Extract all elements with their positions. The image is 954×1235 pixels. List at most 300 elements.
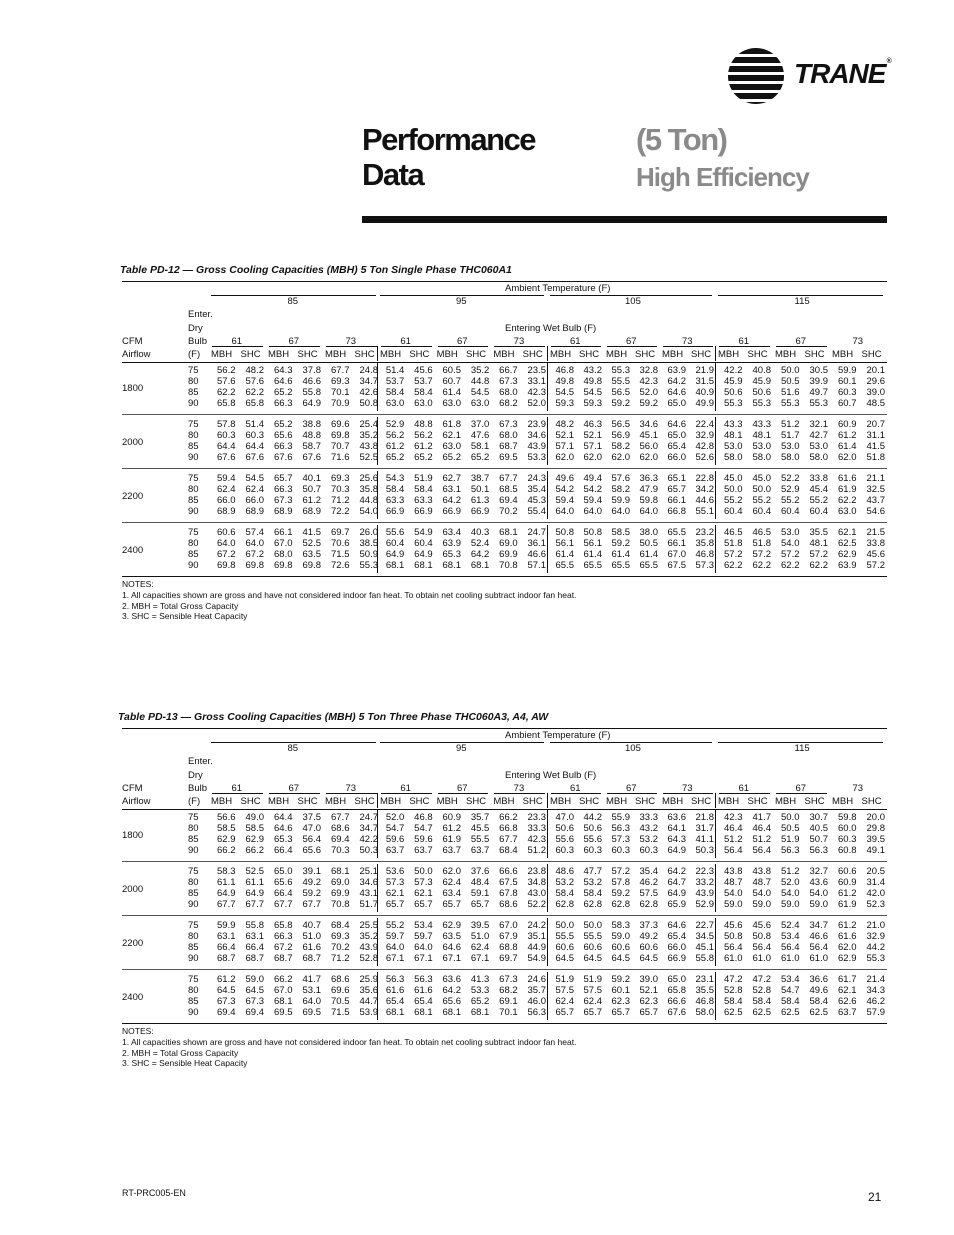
capacity-cell: 36.6: [809, 974, 828, 985]
capacity-cell: 45.0: [724, 473, 743, 484]
capacity-cell: 66.1: [667, 494, 686, 506]
capacity-cell: 58.0: [724, 451, 743, 463]
capacity-cell: 61.8: [442, 419, 461, 430]
group-divider: [377, 793, 378, 808]
capacity-cell: 68.9: [274, 505, 293, 517]
capacity-cell: 57.6: [217, 375, 236, 387]
capacity-cell: 54.5: [245, 473, 264, 484]
capacity-cell: 64.6: [667, 386, 686, 398]
note-line: 2. MBH = Total Gross Capacity: [122, 1047, 239, 1058]
group-divider: [547, 417, 548, 465]
capacity-cell: 65.3: [274, 833, 293, 845]
capacity-cell: 54.0: [781, 887, 800, 899]
capacity-cell: 68.4: [499, 844, 518, 856]
capacity-cell: 69.6: [331, 984, 350, 996]
capacity-cell: 58.0: [752, 451, 771, 463]
capacity-cell: 49.1: [866, 844, 885, 856]
shc-header: SHC: [522, 349, 543, 360]
capacity-cell: 46.3: [583, 419, 602, 430]
capacity-cell: 43.0: [527, 887, 546, 899]
group-divider: [715, 918, 716, 966]
capacity-cell: 64.0: [414, 941, 433, 953]
mbh-header: MBH: [606, 349, 628, 360]
brand-name: TRANE®: [794, 58, 891, 89]
capacity-cell: 56.5: [611, 419, 630, 430]
capacity-cell: 55.8: [302, 386, 321, 398]
capacity-cell: 62.2: [752, 559, 771, 571]
capacity-cell: 34.2: [695, 483, 714, 495]
cfm-value: 2200: [122, 491, 144, 502]
capacity-cell: 66.9: [667, 952, 686, 964]
capacity-cell: 61.9: [838, 483, 857, 495]
dry-bulb-value: 85: [188, 887, 199, 899]
capacity-cell: 53.4: [781, 930, 800, 942]
capacity-cell: 51.7: [359, 898, 378, 910]
capacity-cell: 35.7: [470, 812, 490, 823]
mbh-header: MBH: [832, 349, 854, 360]
wet-bulb-rule: [607, 346, 657, 347]
capacity-cell: 67.3: [245, 995, 264, 1007]
capacity-cell: 35.2: [359, 429, 378, 441]
capacity-cell: 59.2: [639, 397, 658, 409]
capacity-cell: 51.0: [302, 930, 321, 942]
capacity-cell: 52.8: [724, 984, 743, 996]
capacity-cell: 54.0: [781, 537, 800, 549]
capacity-cell: 48.1: [724, 429, 743, 441]
capacity-cell: 58.4: [555, 887, 574, 899]
capacity-cell: 59.7: [414, 930, 433, 942]
capacity-cell: 39.1: [302, 866, 321, 877]
capacity-cell: 25.6: [359, 473, 378, 484]
capacity-cell: 52.4: [470, 537, 490, 549]
capacity-cell: 67.7: [499, 833, 518, 845]
capacity-cell: 61.9: [442, 833, 461, 845]
capacity-cell: 65.8: [274, 920, 293, 931]
capacity-cell: 40.1: [302, 473, 321, 484]
dry-bulb-value: 80: [188, 483, 199, 495]
capacity-cell: 62.5: [781, 1006, 800, 1018]
capacity-cell: 47.7: [583, 866, 602, 877]
capacity-cell: 68.1: [414, 1006, 433, 1018]
capacity-cell: 62.0: [442, 866, 461, 877]
capacity-cell: 69.8: [217, 559, 236, 571]
capacity-cell: 65.5: [611, 559, 630, 571]
capacity-cell: 58.3: [611, 920, 630, 931]
capacity-cell: 67.2: [245, 548, 264, 560]
page-title-efficiency: High Efficiency: [636, 162, 809, 192]
shc-header: SHC: [861, 796, 882, 807]
capacity-cell: 63.1: [217, 930, 236, 942]
group-divider: [547, 346, 548, 361]
capacity-cell: 37.3: [639, 920, 658, 931]
capacity-cell: 63.7: [385, 844, 405, 856]
table-bottom-rule: [122, 1023, 887, 1024]
table-bottom-rule: [122, 576, 887, 577]
capacity-cell: 21.9: [695, 365, 714, 376]
capacity-cell: 54.0: [724, 887, 743, 899]
capacity-cell: 60.3: [555, 844, 574, 856]
capacity-cell: 67.7: [331, 812, 350, 823]
capacity-cell: 55.5: [611, 375, 630, 387]
capacity-cell: 67.7: [217, 898, 236, 910]
mbh-header: MBH: [268, 349, 290, 360]
capacity-cell: 46.2: [866, 995, 885, 1007]
capacity-cell: 60.3: [245, 429, 264, 441]
capacity-cell: 56.9: [611, 429, 630, 441]
capacity-cell: 65.2: [442, 451, 461, 463]
group-divider: [547, 525, 548, 573]
capacity-cell: 24.7: [359, 812, 378, 823]
cfm-label: CFM: [122, 783, 143, 794]
capacity-cell: 60.1: [838, 375, 857, 387]
capacity-cell: 68.8: [499, 941, 518, 953]
capacity-cell: 54.7: [385, 822, 405, 834]
capacity-cell: 66.8: [499, 822, 518, 834]
capacity-cell: 61.2: [838, 429, 857, 441]
shc-header: SHC: [747, 349, 768, 360]
capacity-cell: 51.8: [752, 537, 771, 549]
shc-header: SHC: [466, 349, 487, 360]
shc-header: SHC: [804, 349, 825, 360]
capacity-cell: 61.0: [809, 952, 828, 964]
capacity-cell: 67.7: [274, 898, 293, 910]
capacity-cell: 68.0: [274, 548, 293, 560]
capacity-cell: 61.2: [414, 440, 433, 452]
capacity-cell: 62.5: [809, 1006, 828, 1018]
capacity-cell: 55.5: [555, 930, 574, 942]
shc-header: SHC: [409, 349, 430, 360]
wet-bulb-0-1: 67: [288, 783, 300, 794]
capacity-cell: 68.1: [274, 995, 293, 1007]
capacity-cell: 67.3: [499, 419, 518, 430]
dry-label: Dry: [188, 770, 203, 781]
mbh-header: MBH: [436, 796, 458, 807]
capacity-cell: 60.6: [583, 941, 602, 953]
capacity-cell: 63.7: [414, 844, 433, 856]
capacity-cell: 66.9: [385, 505, 405, 517]
capacity-cell: 64.5: [555, 952, 574, 964]
capacity-cell: 64.3: [274, 365, 293, 376]
capacity-cell: 43.8: [359, 440, 378, 452]
ambient-temp-label: Ambient Temperature (F): [505, 730, 611, 741]
capacity-cell: 70.1: [499, 1006, 518, 1018]
capacity-cell: 64.0: [555, 505, 574, 517]
capacity-cell: 58.0: [809, 451, 828, 463]
capacity-cell: 60.4: [724, 505, 743, 517]
capacity-cell: 53.0: [809, 440, 828, 452]
shc-header: SHC: [579, 349, 600, 360]
wet-bulb-1-1: 67: [457, 336, 468, 347]
capacity-cell: 50.6: [724, 386, 743, 398]
capacity-cell: 56.1: [555, 537, 574, 549]
capacity-cell: 57.9: [866, 1006, 885, 1018]
capacity-cell: 66.3: [274, 483, 293, 495]
capacity-cell: 57.5: [583, 984, 602, 996]
capacity-cell: 35.4: [639, 866, 658, 877]
capacity-cell: 70.5: [331, 995, 350, 1007]
capacity-cell: 54.9: [527, 952, 546, 964]
capacity-cell: 43.1: [359, 887, 378, 899]
capacity-cell: 61.2: [302, 494, 321, 506]
capacity-cell: 34.6: [639, 419, 658, 430]
capacity-cell: 66.9: [470, 505, 490, 517]
capacity-cell: 26.0: [359, 527, 378, 538]
capacity-cell: 25.4: [359, 419, 378, 430]
capacity-cell: 58.5: [611, 527, 630, 538]
capacity-cell: 34.5: [695, 930, 714, 942]
capacity-cell: 44.2: [583, 812, 602, 823]
capacity-cell: 72.6: [331, 559, 350, 571]
capacity-cell: 64.6: [667, 920, 686, 931]
capacity-cell: 61.2: [217, 974, 236, 985]
shc-header: SHC: [354, 796, 375, 807]
note-line: 1. All capacities shown are gross and have not considered indoor fan heat. To obtain net cooling subtract indoor fan heat.: [122, 589, 577, 600]
capacity-cell: 60.3: [639, 844, 658, 856]
capacity-cell: 59.0: [245, 974, 264, 985]
capacity-cell: 63.7: [442, 844, 461, 856]
dry-bulb-value: 80: [188, 429, 199, 441]
capacity-cell: 69.1: [499, 995, 518, 1007]
capacity-cell: 43.2: [583, 365, 602, 376]
wet-bulb-1-0: 61: [400, 336, 411, 347]
capacity-cell: 64.0: [639, 505, 658, 517]
capacity-cell: 53.4: [414, 920, 433, 931]
capacity-cell: 59.9: [838, 365, 857, 376]
capacity-cell: 31.5: [695, 375, 714, 387]
capacity-cell: 23.9: [527, 419, 546, 430]
capacity-cell: 66.2: [499, 812, 518, 823]
capacity-cell: 45.3: [527, 494, 546, 506]
capacity-cell: 41.5: [866, 440, 885, 452]
capacity-cell: 55.3: [866, 952, 885, 964]
capacity-cell: 49.9: [695, 397, 714, 409]
capacity-cell: 47.6: [470, 429, 490, 441]
capacity-cell: 67.7: [302, 898, 321, 910]
capacity-cell: 42.3: [724, 812, 743, 823]
capacity-cell: 61.6: [302, 941, 321, 953]
capacity-cell: 48.2: [555, 419, 574, 430]
capacity-cell: 60.9: [838, 876, 857, 888]
capacity-cell: 53.4: [781, 974, 800, 985]
capacity-cell: 67.2: [217, 548, 236, 560]
capacity-cell: 69.0: [331, 876, 350, 888]
capacity-cell: 66.4: [274, 887, 293, 899]
capacity-cell: 53.7: [414, 375, 433, 387]
capacity-cell: 23.2: [695, 527, 714, 538]
dry-bulb-value: 85: [188, 995, 199, 1007]
table-top-rule: [122, 728, 887, 729]
capacity-cell: 20.0: [866, 812, 885, 823]
capacity-cell: 63.7: [838, 1006, 857, 1018]
wet-bulb-rule: [212, 346, 263, 347]
capacity-cell: 53.1: [302, 984, 321, 996]
capacity-cell: 59.2: [611, 974, 630, 985]
capacity-cell: 63.0: [838, 505, 857, 517]
capacity-cell: 67.3: [217, 995, 236, 1007]
capacity-cell: 69.8: [245, 559, 264, 571]
capacity-cell: 69.7: [331, 527, 350, 538]
capacity-cell: 65.7: [414, 898, 433, 910]
capacity-cell: 59.0: [724, 898, 743, 910]
capacity-cell: 67.2: [274, 941, 293, 953]
capacity-cell: 52.8: [752, 984, 771, 996]
mbh-header: MBH: [775, 796, 797, 807]
capacity-cell: 49.4: [583, 473, 602, 484]
capacity-cell: 62.0: [838, 941, 857, 953]
wet-bulb-rule: [438, 346, 489, 347]
table-top-rule: [122, 281, 887, 282]
note-line: 3. SHC = Sensible Heat Capacity: [122, 611, 248, 622]
capacity-cell: 52.1: [555, 429, 574, 441]
capacity-cell: 57.3: [695, 559, 714, 571]
capacity-cell: 24.8: [359, 365, 378, 376]
group-divider: [715, 363, 716, 411]
capacity-cell: 50.3: [695, 844, 714, 856]
capacity-cell: 38.5: [359, 537, 378, 549]
capacity-cell: 46.8: [414, 812, 433, 823]
dry-bulb-value: 75: [188, 473, 199, 484]
dry-bulb-value: 85: [188, 440, 199, 452]
capacity-cell: 34.6: [359, 876, 378, 888]
capacity-cell: 20.5: [866, 866, 885, 877]
capacity-cell: 57.2: [611, 866, 630, 877]
capacity-cell: 56.4: [302, 833, 321, 845]
capacity-cell: 54.5: [470, 386, 490, 398]
note-line: 1. All capacities shown are gross and have not considered indoor fan heat. To obtain net cooling subtract indoor fan heat.: [122, 1036, 577, 1047]
capacity-cell: 67.0: [499, 920, 518, 931]
mbh-header: MBH: [550, 349, 572, 360]
capacity-cell: 69.9: [499, 548, 518, 560]
capacity-cell: 50.0: [781, 365, 800, 376]
shc-header: SHC: [297, 349, 318, 360]
capacity-cell: 69.8: [302, 559, 321, 571]
wet-bulb-3-2: 73: [852, 783, 864, 794]
capacity-cell: 62.9: [442, 920, 461, 931]
capacity-cell: 45.6: [866, 548, 885, 560]
capacity-cell: 53.2: [583, 876, 602, 888]
header-bottom-rule: [122, 362, 887, 363]
capacity-cell: 25.1: [359, 866, 378, 877]
capacity-cell: 69.5: [302, 1006, 321, 1018]
shc-header: SHC: [354, 349, 375, 360]
capacity-cell: 66.0: [667, 941, 686, 953]
shc-header: SHC: [804, 796, 825, 807]
capacity-cell: 58.4: [385, 386, 405, 398]
capacity-cell: 54.2: [583, 483, 602, 495]
capacity-cell: 59.6: [414, 833, 433, 845]
capacity-cell: 62.1: [442, 429, 461, 441]
capacity-cell: 55.2: [781, 494, 800, 506]
capacity-cell: 65.8: [245, 397, 264, 409]
capacity-cell: 41.5: [302, 527, 321, 538]
wet-bulb-rule: [381, 793, 432, 794]
capacity-cell: 61.0: [724, 952, 743, 964]
capacity-cell: 63.3: [414, 494, 433, 506]
mbh-header: MBH: [718, 349, 740, 360]
note-line: 3. SHC = Sensible Heat Capacity: [122, 1058, 248, 1069]
capacity-cell: 65.7: [611, 1006, 630, 1018]
capacity-cell: 59.2: [611, 537, 630, 549]
capacity-cell: 36.3: [639, 473, 658, 484]
capacity-cell: 68.1: [385, 559, 405, 571]
capacity-cell: 24.2: [527, 920, 546, 931]
wet-bulb-rule: [326, 793, 377, 794]
capacity-cell: 33.3: [639, 812, 658, 823]
capacity-cell: 64.6: [274, 822, 293, 834]
capacity-cell: 52.1: [639, 984, 658, 996]
capacity-cell: 60.3: [611, 844, 630, 856]
capacity-cell: 58.7: [302, 440, 321, 452]
capacity-cell: 34.7: [359, 375, 378, 387]
capacity-cell: 69.8: [331, 429, 350, 441]
capacity-cell: 59.0: [781, 898, 800, 910]
capacity-cell: 44.7: [359, 995, 378, 1007]
ambient-temp-3: 115: [794, 296, 810, 307]
capacity-cell: 62.3: [611, 995, 630, 1007]
capacity-cell: 69.9: [331, 887, 350, 899]
capacity-cell: 70.3: [331, 844, 350, 856]
capacity-cell: 46.6: [302, 375, 321, 387]
capacity-cell: 58.2: [611, 440, 630, 452]
capacity-cell: 65.4: [385, 995, 405, 1007]
capacity-cell: 50.9: [359, 548, 378, 560]
capacity-cell: 68.0: [499, 386, 518, 398]
capacity-cell: 45.5: [470, 822, 490, 834]
capacity-cell: 47.9: [639, 483, 658, 495]
capacity-cell: 65.5: [555, 559, 574, 571]
capacity-cell: 57.3: [385, 876, 405, 888]
capacity-cell: 39.9: [809, 375, 828, 387]
capacity-cell: 64.3: [667, 833, 686, 845]
airflow-label: Airflow: [122, 796, 151, 807]
ambient-temp-1: 95: [456, 296, 467, 307]
wet-bulb-2-0: 61: [570, 783, 581, 794]
capacity-cell: 63.3: [385, 494, 405, 506]
group-divider: [377, 346, 378, 361]
capacity-cell: 40.8: [752, 365, 771, 376]
shc-header: SHC: [522, 796, 543, 807]
capacity-cell: 64.0: [385, 941, 405, 953]
capacity-cell: 61.7: [838, 974, 857, 985]
wet-bulb-3-2: 73: [852, 336, 864, 347]
capacity-cell: 69.5: [274, 1006, 293, 1018]
capacity-cell: 52.2: [781, 473, 800, 484]
capacity-cell: 63.0: [442, 440, 461, 452]
capacity-cell: 56.4: [724, 941, 743, 953]
wet-bulb-3-0: 61: [738, 783, 750, 794]
capacity-cell: 50.0: [781, 812, 800, 823]
capacity-cell: 35.6: [359, 984, 378, 996]
capacity-cell: 71.2: [331, 494, 350, 506]
capacity-cell: 51.4: [245, 419, 264, 430]
capacity-cell: 66.4: [274, 844, 293, 856]
capacity-cell: 52.1: [583, 429, 602, 441]
capacity-cell: 58.3: [217, 866, 236, 877]
capacity-cell: 52.5: [302, 537, 321, 549]
capacity-cell: 60.9: [442, 812, 461, 823]
capacity-cell: 69.0: [499, 537, 518, 549]
capacity-cell: 56.2: [217, 365, 236, 376]
capacity-cell: 33.8: [809, 473, 828, 484]
capacity-cell: 64.5: [217, 984, 236, 996]
group-divider: [377, 363, 378, 411]
group-divider: [377, 918, 378, 966]
capacity-cell: 50.3: [359, 844, 378, 856]
capacity-cell: 55.6: [583, 833, 602, 845]
capacity-cell: 50.6: [752, 386, 771, 398]
capacity-cell: 48.1: [809, 537, 828, 549]
capacity-cell: 42.6: [359, 386, 378, 398]
